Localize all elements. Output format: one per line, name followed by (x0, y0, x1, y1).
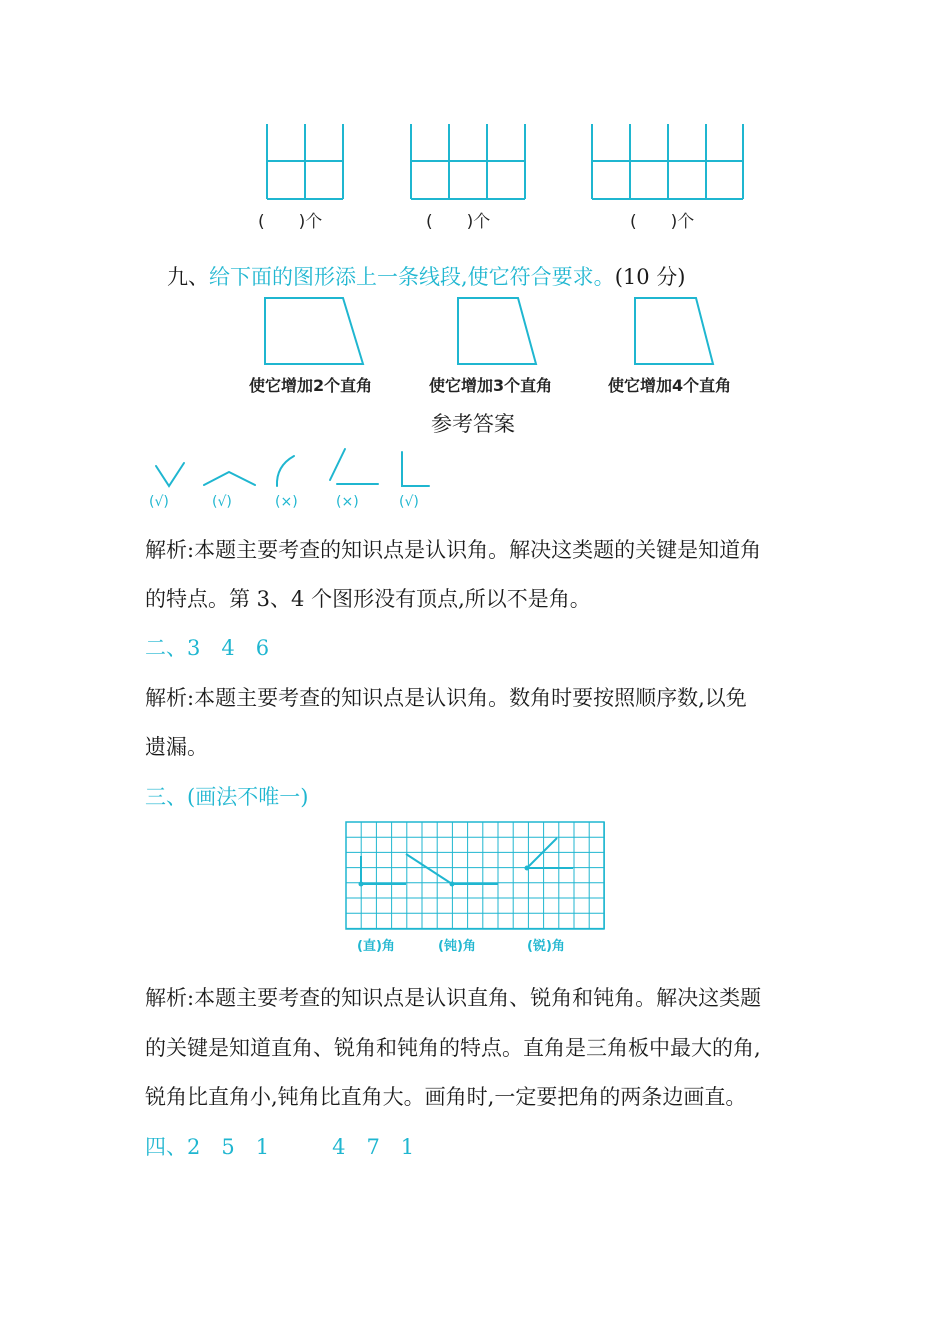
grid-label-acute-angle: (锐)角 (527, 939, 565, 954)
right-angle-drawing (361, 856, 406, 884)
acute-angle-drawing (527, 838, 573, 868)
answer-3-analysis-line-2: 的关键是知道直角、锐角和钝角的特点。直角是三角板中最大的角, (145, 1036, 761, 1060)
answer-3-analysis-line-1: 解析:本题主要考查的知识点是认识直角、锐角和钝角。解决这类题 (145, 986, 762, 1010)
section-9-score: (10 分) (614, 265, 686, 289)
angle-mark-5: (√) (399, 494, 419, 510)
answer-1-analysis-line-1: 解析:本题主要考查的知识点是认识角。解决这类题的关键是知道角 (145, 538, 762, 562)
trapezoid-3 (635, 298, 713, 364)
answer-2-analysis-line-1: 解析:本题主要考查的知识点是认识角。数角时要按照顺序数,以免 (145, 686, 747, 710)
shape-label-2: 使它增加3个直角 (429, 376, 553, 395)
grid-3x2 (411, 124, 525, 199)
shape-label-3: 使它增加4个直角 (608, 376, 732, 395)
grid-4x2 (592, 124, 743, 199)
grid-2x2 (267, 124, 343, 199)
answer-4: 四、2 5 1 4 7 1 (145, 1135, 415, 1159)
grid-count-label-3: ( )个 (630, 212, 695, 232)
angle-mark-2: (√) (212, 494, 232, 510)
grid-count-label-1: ( )个 (258, 212, 323, 232)
angle-grid (346, 822, 604, 929)
answer-1-analysis-line-2: 的特点。第 3、4 个图形没有顶点,所以不是角。 (145, 587, 591, 611)
answer-3-analysis-line-3: 锐角比直角小,钝角比直角大。画角时,一定要把角的两条边画直。 (145, 1085, 747, 1109)
answer-3: 三、(画法不唯一) (145, 785, 309, 809)
answer-2-analysis-line-2: 遗漏。 (145, 735, 208, 759)
angle-mark-3: (×) (275, 494, 298, 510)
grid-label-right-angle: (直)角 (357, 939, 395, 954)
drawn-angles (361, 838, 573, 884)
angle-mark-1: (√) (149, 494, 169, 510)
section-9-number: 九、 (167, 265, 209, 289)
section-9-instruction: 给下面的图形添上一条线段,使它符合要求。 (209, 265, 615, 289)
answer-2: 二、3 4 6 (145, 636, 270, 660)
grid-count-label-2: ( )个 (426, 212, 491, 232)
answers-title: 参考答案 (431, 412, 515, 436)
shape-label-1: 使它增加2个直角 (249, 376, 373, 395)
trapezoid-2 (458, 298, 536, 364)
angle-figures (156, 449, 429, 486)
section-9-heading (167, 267, 685, 288)
trapezoid-1 (265, 298, 363, 364)
angle-mark-4: (×) (336, 494, 359, 510)
grid-label-obtuse-angle: (钝)角 (438, 939, 476, 954)
